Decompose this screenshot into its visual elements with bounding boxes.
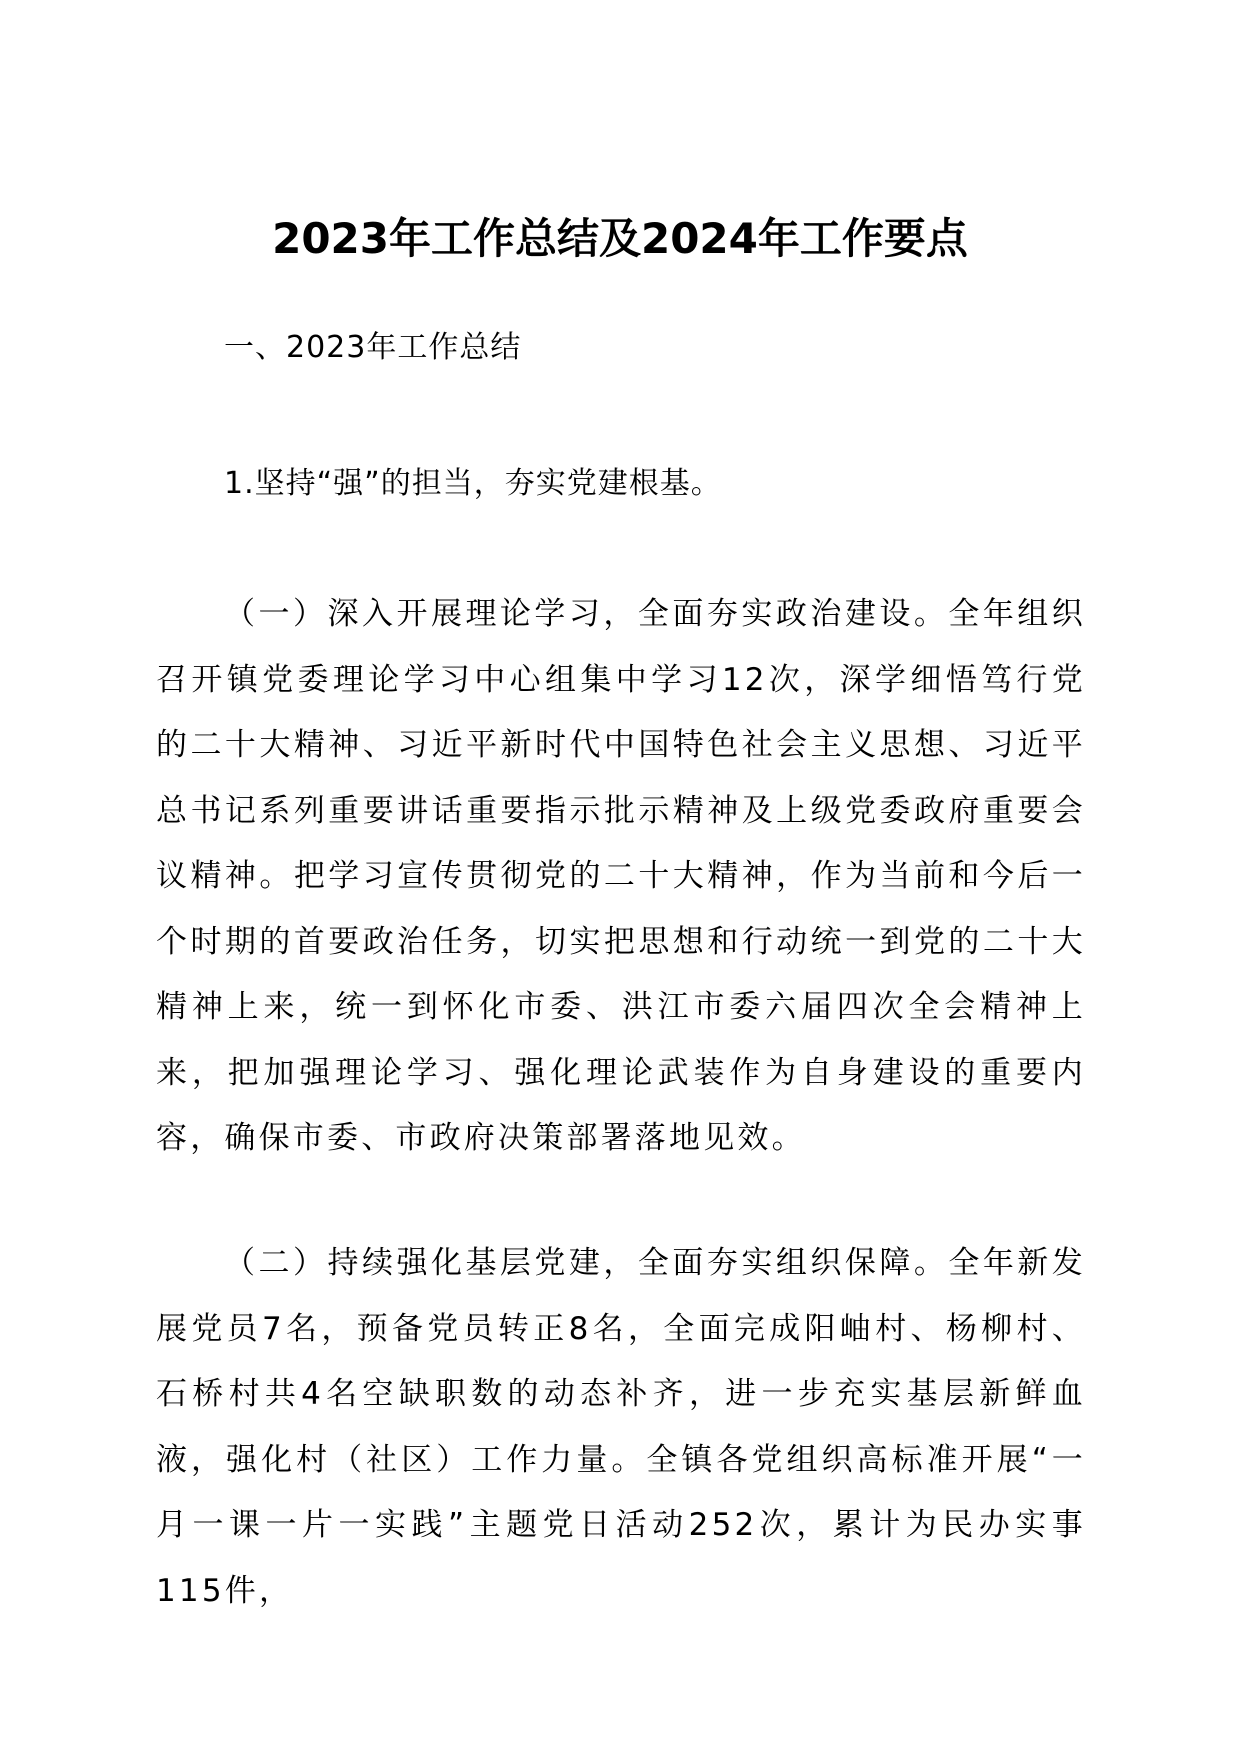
body-paragraph: （一）深入开展理论学习，全面夯实政治建设。全年组织召开镇党委理论学习中心组集中学习12次，深学细悟笃行党的二十大精神、习近平新时代中国特色社会主义思想、习近平总书记系列重要讲话重要指示批示精神及上级党委政府重要会议精神。把学习宣传贯彻党的二十大精神，作为当前和今后一个时期的首要政治任务，切实把思想和行动统一到党的二十大精神上来，统一到怀化市委、洪江市委六届四次全会精神上来，把加强理论学习、强化理论武装作为自身建设的重要内容，确保市委、市政府决策部署落地见效。 [156, 596, 1086, 1156]
document-title: 2023年工作总结及2024年工作要点 [272, 214, 968, 263]
section-heading: 一、2023年工作总结 [224, 330, 522, 365]
item-heading: 1.坚持“强”的担当，夯实党建根基。 [224, 466, 722, 501]
body-paragraph: （二）持续强化基层党建，全面夯实组织保障。全年新发展党员7名，预备党员转正8名，全面完成阳岫村、杨柳村、石桥村共4名空缺职数的动态补齐，进一步充实基层新鲜血液，强化村（社区）工作力量。全镇各党组织高标准开展“一月一课一片一实践”主题党日活动252次，累计为民办实事115件， [156, 1245, 1086, 1609]
